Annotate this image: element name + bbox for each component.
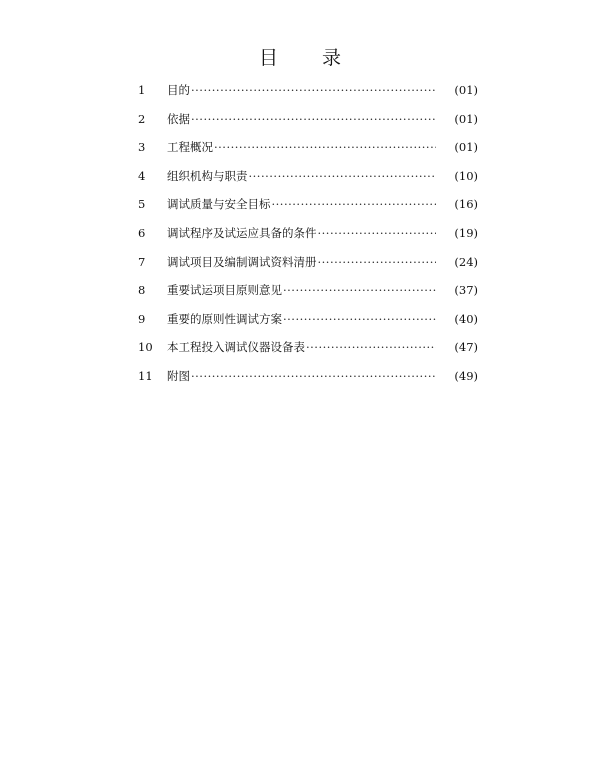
toc-leader-dots bbox=[318, 219, 437, 248]
toc-entry-11[interactable] bbox=[138, 362, 478, 391]
toc-leader-dots bbox=[191, 76, 436, 105]
toc-entry-4[interactable] bbox=[138, 162, 478, 191]
toc-leader-dots bbox=[249, 162, 437, 191]
toc-entry-number: 11 bbox=[138, 368, 153, 383]
toc-entry-page: (19) bbox=[454, 225, 478, 240]
toc-entry-5[interactable] bbox=[138, 190, 478, 219]
toc-entry-page: (24) bbox=[454, 254, 478, 269]
toc-entry-number: 2 bbox=[138, 111, 146, 126]
toc-leader-dots bbox=[191, 105, 436, 134]
toc-title bbox=[0, 44, 600, 72]
toc-leader-dots bbox=[318, 248, 437, 277]
toc-entry-title: 调试质量与安全目标 bbox=[167, 197, 271, 212]
toc-entry-page: (49) bbox=[454, 368, 478, 383]
toc-leader-dots bbox=[283, 305, 436, 334]
toc-entry-title: 组织机构与职责 bbox=[167, 168, 248, 183]
toc-entry-number: 8 bbox=[138, 283, 146, 298]
toc-entry-8[interactable] bbox=[138, 276, 478, 305]
toc-entry-page: (01) bbox=[454, 140, 478, 155]
toc-entry-number: 1 bbox=[138, 83, 146, 97]
toc-entry-page: (10) bbox=[454, 168, 478, 183]
toc-entry-title: 工程概况 bbox=[167, 140, 213, 155]
toc-leader-dots bbox=[191, 362, 436, 391]
toc-entry-title: 附图 bbox=[167, 368, 190, 383]
toc-entry-page: (16) bbox=[454, 197, 478, 212]
toc-entry-title: 依据 bbox=[167, 111, 190, 126]
toc-entry-7[interactable] bbox=[138, 248, 478, 277]
toc-leader-dots bbox=[283, 276, 436, 305]
toc-entry-number: 7 bbox=[138, 254, 146, 269]
toc-title-char-2: 录 bbox=[322, 47, 342, 69]
toc-entry-number: 3 bbox=[138, 140, 146, 155]
toc-entry-number: 4 bbox=[138, 168, 146, 183]
toc-entry-title: 本工程投入调试仪器设备表 bbox=[167, 340, 305, 355]
toc-entry-1[interactable] bbox=[138, 76, 478, 105]
toc-entry-page: (47) bbox=[454, 340, 478, 355]
toc-entry-title: 重要试运项目原则意见 bbox=[167, 283, 282, 298]
toc-entry-number: 10 bbox=[138, 340, 153, 355]
toc-entry-number: 9 bbox=[138, 311, 146, 326]
toc-entry-page: (01) bbox=[454, 111, 478, 126]
toc-entry-title: 目的 bbox=[167, 83, 190, 97]
toc-entry-page: (40) bbox=[454, 311, 478, 326]
toc-entry-title: 重要的原则性调试方案 bbox=[167, 311, 282, 326]
toc-entry-3[interactable] bbox=[138, 133, 478, 162]
toc-title-char-1: 目 bbox=[258, 47, 278, 69]
toc-entry-number: 6 bbox=[138, 225, 146, 240]
toc-leader-dots bbox=[306, 333, 436, 362]
toc-entry-10[interactable] bbox=[138, 333, 478, 362]
toc-list bbox=[138, 76, 478, 391]
toc-entry-number: 5 bbox=[138, 197, 146, 212]
toc-entry-9[interactable] bbox=[138, 305, 478, 334]
toc-leader-dots bbox=[214, 133, 436, 162]
toc-entry-title: 调试程序及试运应具备的条件 bbox=[167, 225, 317, 240]
toc-entry-page: (37) bbox=[454, 283, 478, 298]
toc-entry-6[interactable] bbox=[138, 219, 478, 248]
toc-leader-dots bbox=[272, 190, 437, 219]
toc-entry-title: 调试项目及编制调试资料清册 bbox=[167, 254, 317, 269]
toc-entry-page: (01) bbox=[454, 83, 478, 97]
toc-entry-2[interactable] bbox=[138, 105, 478, 134]
